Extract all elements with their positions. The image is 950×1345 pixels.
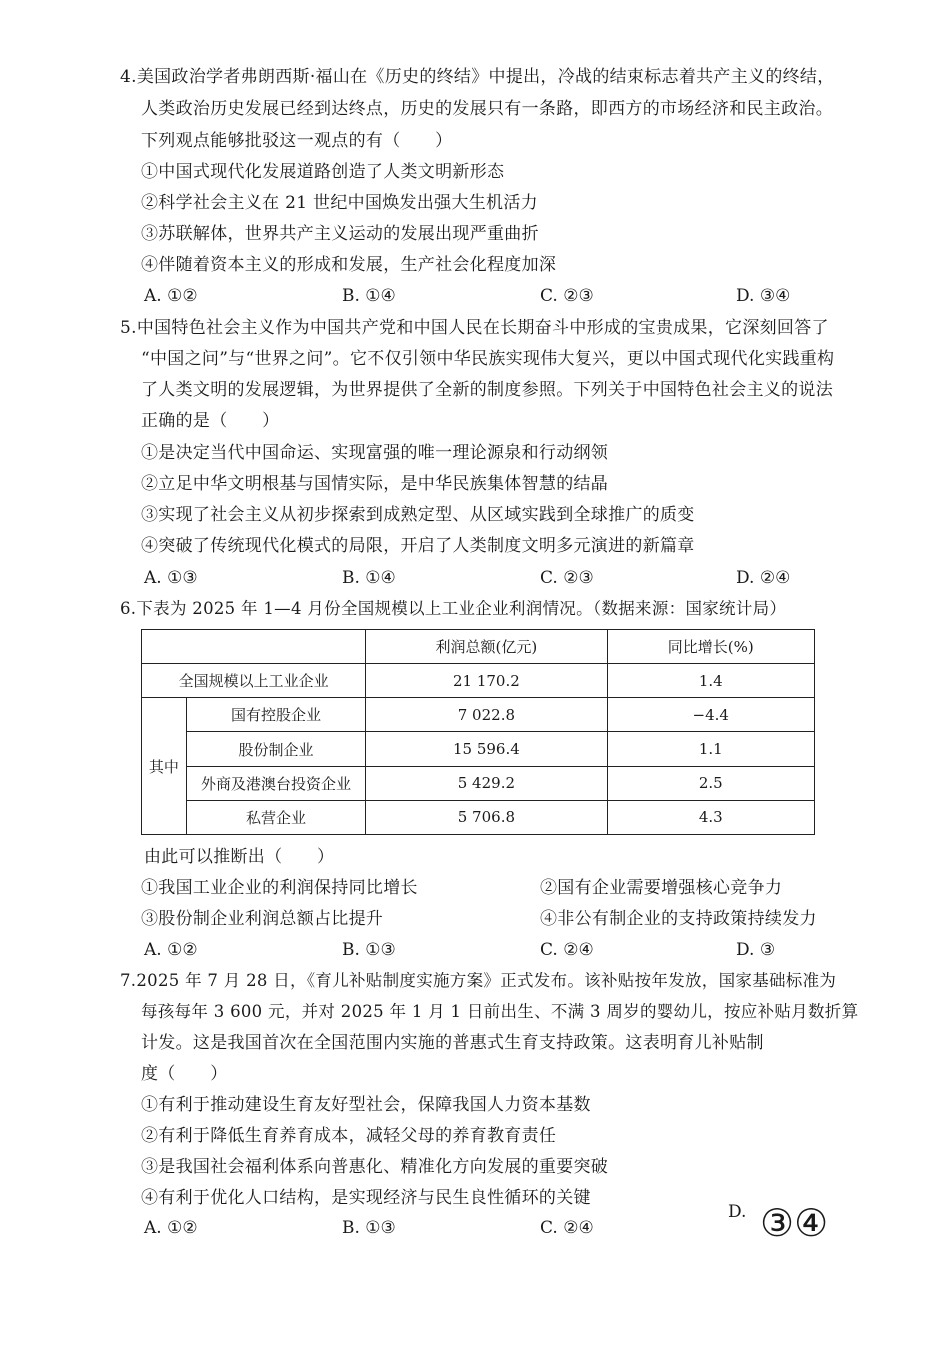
table-row: [142, 766, 815, 800]
q6-option-a[interactable]: A. ①②: [144, 940, 198, 960]
table-row: [142, 698, 815, 732]
q7-option-d[interactable]: D.: [728, 1202, 747, 1222]
q5-line-2: “中国之问”与“世界之问”。它不仅引领中华民族实现伟大复兴，更以中国式现代化实践重构: [141, 349, 835, 369]
table-cell-growth: 4.3: [607, 800, 815, 834]
q7-line-3: 计发。这是我国首次在全国范围内实施的普惠式生育支持政策。这表明育儿补贴制: [141, 1033, 764, 1053]
q4-statement-3: ③苏联解体，世界共产主义运动的发展出现严重曲折: [141, 224, 539, 244]
q7-line-2: 每孩每年 3 600 元，并对 2025 年 1 月 1 日前出生、不满 3 周岁的婴幼儿，按应补贴月数折算: [141, 1002, 859, 1021]
profit-table: [141, 629, 815, 835]
q7-statement-1: ①有利于推动建设生育友好型社会，保障我国人力资本基数: [141, 1095, 591, 1115]
q5-option-a[interactable]: A. ①③: [144, 568, 198, 588]
table-header-profit: 利润总额(亿元): [366, 630, 607, 664]
q7-option-c[interactable]: C. ②④: [540, 1218, 594, 1238]
q6-statement-2: ②国有企业需要增强核心竞争力: [540, 878, 783, 898]
q4-line-1: 4.美国政治学者弗朗西斯·福山在《历史的终结》中提出，冷战的结束标志着共产主义的终结，: [120, 67, 835, 87]
table-row: [142, 800, 815, 834]
q7-option-b[interactable]: B. ①③: [342, 1218, 396, 1238]
table-header-blank: [142, 630, 366, 664]
q7-option-a[interactable]: A. ①②: [144, 1218, 198, 1238]
table-cell-profit: 7 022.8: [366, 698, 607, 732]
q5-option-d[interactable]: D. ②④: [736, 568, 791, 588]
q4-option-b[interactable]: B. ①④: [342, 286, 396, 306]
q6-intro: 6.下表为 2025 年 1—4 月份全国规模以上工业企业利润情况。（数据来源：国家统计局）: [120, 599, 787, 618]
q6-statement-3: ③股份制企业利润总额占比提升: [141, 909, 384, 929]
q6-statement-4: ④非公有制企业的支持政策持续发力: [540, 909, 817, 929]
q5-line-4: 正确的是（ ）: [141, 411, 280, 431]
q6-option-b[interactable]: B. ①③: [342, 940, 396, 960]
q5-option-b[interactable]: B. ①④: [342, 568, 396, 588]
table-cell-label: 外商及港澳台投资企业: [186, 766, 366, 800]
q4-statement-1: ①中国式现代化发展道路创造了人类文明新形态: [141, 162, 505, 182]
q6-option-c[interactable]: C. ②④: [540, 940, 594, 960]
q4-statement-2: ②科学社会主义在 21 世纪中国焕发出强大生机活力: [141, 193, 538, 213]
q4-line-2: 人类政治历史发展已经到达终点，历史的发展只有一条路，即西方的市场经济和民主政治。: [141, 99, 833, 119]
q4-statement-4: ④伴随着资本主义的形成和发展，生产社会化程度加深: [141, 255, 557, 275]
q4-option-d[interactable]: D. ③④: [736, 286, 791, 306]
table-header-growth: 同比增长(%): [607, 630, 815, 664]
q5-statement-1: ①是决定当代中国命运、实现富强的唯一理论源泉和行动纲领: [141, 443, 609, 463]
table-group-label: 其中: [142, 698, 187, 835]
q5-statement-4: ④突破了传统现代化模式的局限，开启了人类制度文明多元演进的新篇章: [141, 536, 695, 556]
table-cell-growth: −4.4: [607, 698, 815, 732]
q7-line-4: 度（ ）: [141, 1064, 228, 1084]
table-cell-label: 国有控股企业: [186, 698, 366, 732]
table-header-row: [142, 630, 815, 664]
q5-option-c[interactable]: C. ②③: [540, 568, 594, 588]
table-cell-growth: 1.1: [607, 732, 815, 766]
table-cell-profit: 21 170.2: [366, 664, 607, 698]
q4-line-3: 下列观点能够批驳这一观点的有（ ）: [141, 131, 453, 151]
q7-line-1: 7.2025 年 7 月 28 日，《育儿补贴制度实施方案》正式发布。该补贴按年发放，国家基础标准为: [120, 971, 837, 990]
handwritten-answer: ③④: [760, 1201, 829, 1245]
q7-statement-2: ②有利于降低生育养育成本，减轻父母的养育教育责任: [141, 1126, 557, 1146]
q7-statement-4: ④有利于优化人口结构，是实现经济与民生良性循环的关键: [141, 1188, 591, 1208]
q5-line-3: 了人类文明的发展逻辑，为世界提供了全新的制度参照。下列关于中国特色社会主义的说法: [141, 380, 833, 400]
q5-statement-3: ③实现了社会主义从初步探索到成熟定型、从区域实践到全球推广的质变: [141, 505, 695, 525]
q6-option-d[interactable]: D. ③: [736, 940, 776, 960]
q4-option-a[interactable]: A. ①②: [144, 286, 198, 306]
table-cell-profit: 5 706.8: [366, 800, 607, 834]
table-row: [142, 664, 815, 698]
table-cell-label: 私营企业: [186, 800, 366, 834]
table-cell-profit: 5 429.2: [366, 766, 607, 800]
q6-stem: 由此可以推断出（ ）: [144, 847, 335, 867]
table-row: [142, 732, 815, 766]
table-cell-profit: 15 596.4: [366, 732, 607, 766]
q5-statement-2: ②立足中华文明根基与国情实际，是中华民族集体智慧的结晶: [141, 474, 609, 494]
table-cell-growth: 1.4: [607, 664, 815, 698]
q4-option-c[interactable]: C. ②③: [540, 286, 594, 306]
table-cell-label: 股份制企业: [186, 732, 366, 766]
q5-line-1: 5.中国特色社会主义作为中国共产党和中国人民在长期奋斗中形成的宝贵成果，它深刻回答了: [120, 318, 829, 338]
table-cell-growth: 2.5: [607, 766, 815, 800]
table-cell-label: 全国规模以上工业企业: [142, 664, 366, 698]
q6-statement-1: ①我国工业企业的利润保持同比增长: [141, 878, 418, 898]
q7-statement-3: ③是我国社会福利体系向普惠化、精准化方向发展的重要突破: [141, 1157, 609, 1177]
